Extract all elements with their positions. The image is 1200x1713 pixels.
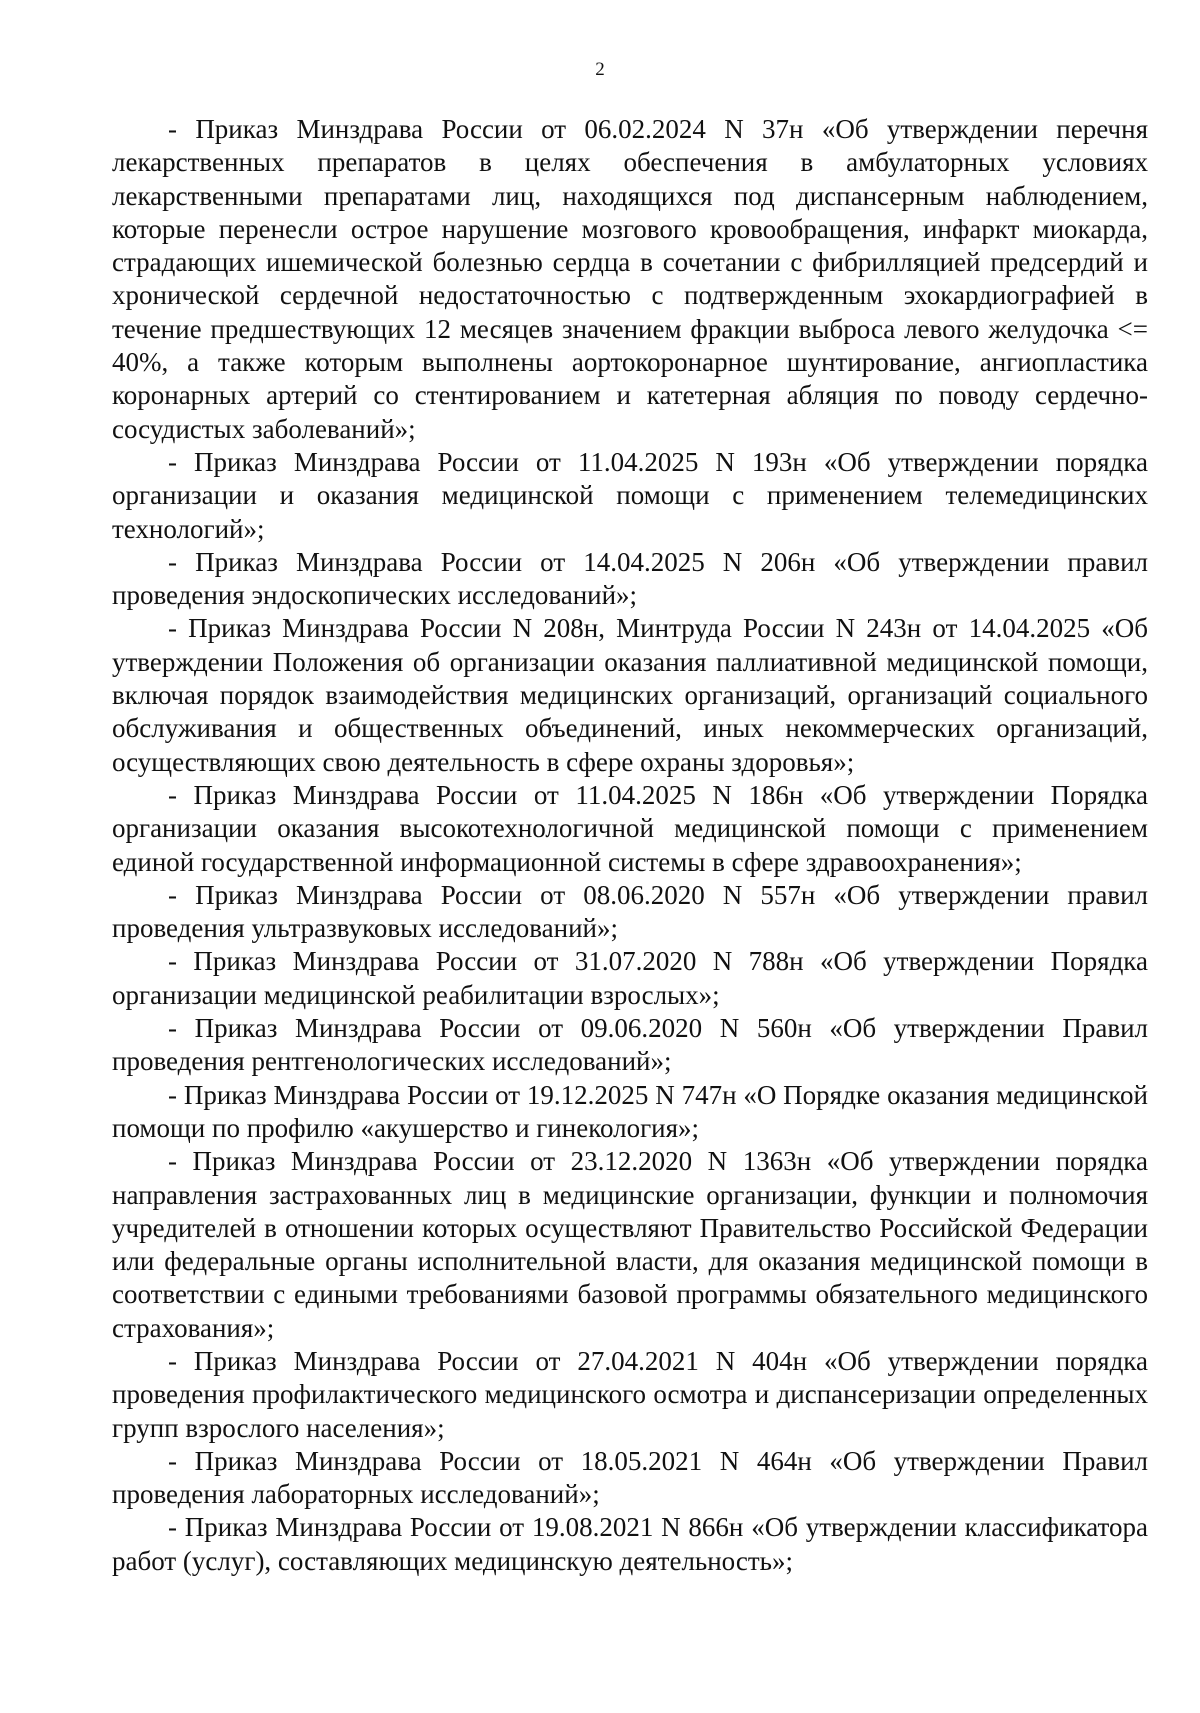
list-item: - Приказ Минздрава России N 208н, Минтруда России N 243н от 14.04.2025 «Об утверждении Положения об организации оказания паллиативной медицинской помощи, включая порядок взаимодействия медицинских организаций, организаций социального обслуживания и общественных объединений, иных некоммерческих организаций, осуществляющих свою деятельность в сфере охраны здоровья»; (112, 613, 1148, 777)
list-item: - Приказ Минздрава России от 19.12.2025 N 747н «О Порядке оказания медицинской помощи по профилю «акушерство и гинекология»; (112, 1079, 1148, 1143)
list-item: - Приказ Минздрава России от 19.08.2021 N 866н «Об утверждении классификатора работ (услуг), составляющих медицинскую деятельность»; (112, 1512, 1148, 1576)
page-number: 2 (595, 59, 605, 80)
document-body (112, 113, 1148, 1578)
list-item: - Приказ Минздрава России от 06.02.2024 N 37н «Об утверждении перечня лекарственных препаратов в целях обеспечения в амбулаторных условиях лекарственными препаратами лиц, находящихся под диспансерным наблюдением, которые перенесли острое нарушение мозгового кровообращения, инфаркт миокарда, страдающих ишемической болезнью сердца в сочетании с фибрилляцией предсердий и хронической сердечной недостаточностью с подтвержденным эхокардиографией в течение предшествующих 12 месяцев значением фракции выброса левого желудочка <= 40%, а также которым выполнены аортокоронарное шунтирование, ангиопластика коронарных артерий со стентированием и катетерная абляция по поводу сердечно-сосудистых заболеваний»; (112, 114, 1148, 444)
list-item: - Приказ Минздрава России от 14.04.2025 N 206н «Об утверждении правил проведения эндоскопических исследований»; (112, 546, 1148, 611)
list-item: - Приказ Минздрава России от 09.06.2020 N 560н «Об утверждении Правил проведения рентгенологических исследований»; (112, 1013, 1148, 1077)
list-item: - Приказ Минздрава России от 27.04.2021 N 404н «Об утверждении порядка проведения профилактического медицинского осмотра и диспансеризации определенных групп взрослого населения»; (112, 1345, 1148, 1443)
list-item: - Приказ Минздрава России от 11.04.2025 N 186н «Об утверждении Порядка организации оказания высокотехнологичной медицинской помощи с применением единой государственной информационной системы в сфере здравоохранения»; (112, 779, 1148, 877)
list-item: - Приказ Минздрава России от 11.04.2025 N 193н «Об утверждении порядка организации и оказания медицинской помощи с применением телемедицинских технологий»; (112, 446, 1148, 544)
list-item: - Приказ Минздрава России от 08.06.2020 N 557н «Об утверждении правил проведения ультразвуковых исследований»; (112, 879, 1148, 944)
list-item: - Приказ Минздрава России от 18.05.2021 N 464н «Об утверждении Правил проведения лабораторных исследований»; (112, 1445, 1148, 1510)
list-item: - Приказ Минздрава России от 31.07.2020 N 788н «Об утверждении Порядка организации медицинской реабилитации взрослых»; (112, 946, 1148, 1010)
list-item: - Приказ Минздрава России от 23.12.2020 N 1363н «Об утверждении порядка направления застрахованных лиц в медицинские организации, функции и полномочия учредителей в отношении которых осуществляют Правительство Российской Федерации или федеральные органы исполнительной власти, для оказания медицинской помощи в соответствии с едиными требованиями базовой программы обязательного медицинского страхования»; (112, 1146, 1148, 1343)
